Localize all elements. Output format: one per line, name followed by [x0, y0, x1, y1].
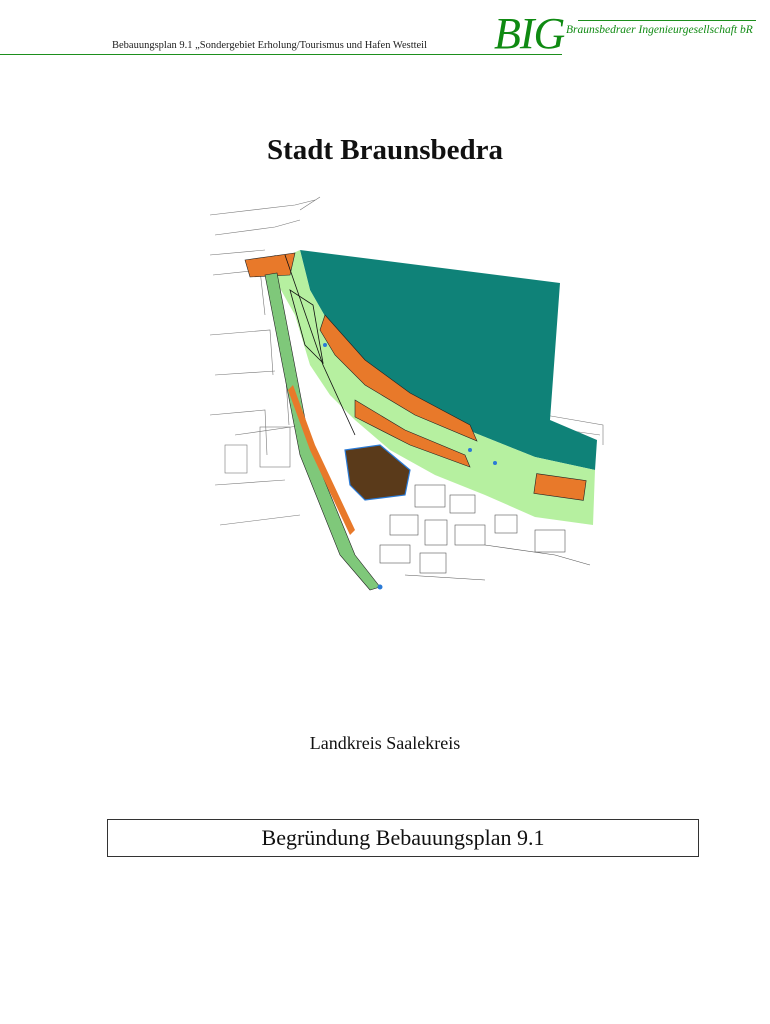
- header-text: Bebauungsplan 9.1 „Sondergebiet Erholung/Tourismus und Hafen Westteil: [112, 40, 428, 51]
- header-rule: [0, 54, 562, 55]
- page-title: Stadt Braunsbedra: [266, 134, 504, 166]
- document-title-box: Begründung Bebauungsplan 9.1: [107, 819, 699, 857]
- logo-rule: [578, 20, 756, 21]
- company-logo-subtitle: Braunsbedraer Ingenieurgesellschaft bR: [566, 24, 753, 36]
- district-name: Landkreis Saalekreis: [309, 733, 461, 753]
- north-building: [245, 253, 295, 277]
- company-logo: BIG: [494, 9, 565, 58]
- site-plan-map: [205, 195, 605, 595]
